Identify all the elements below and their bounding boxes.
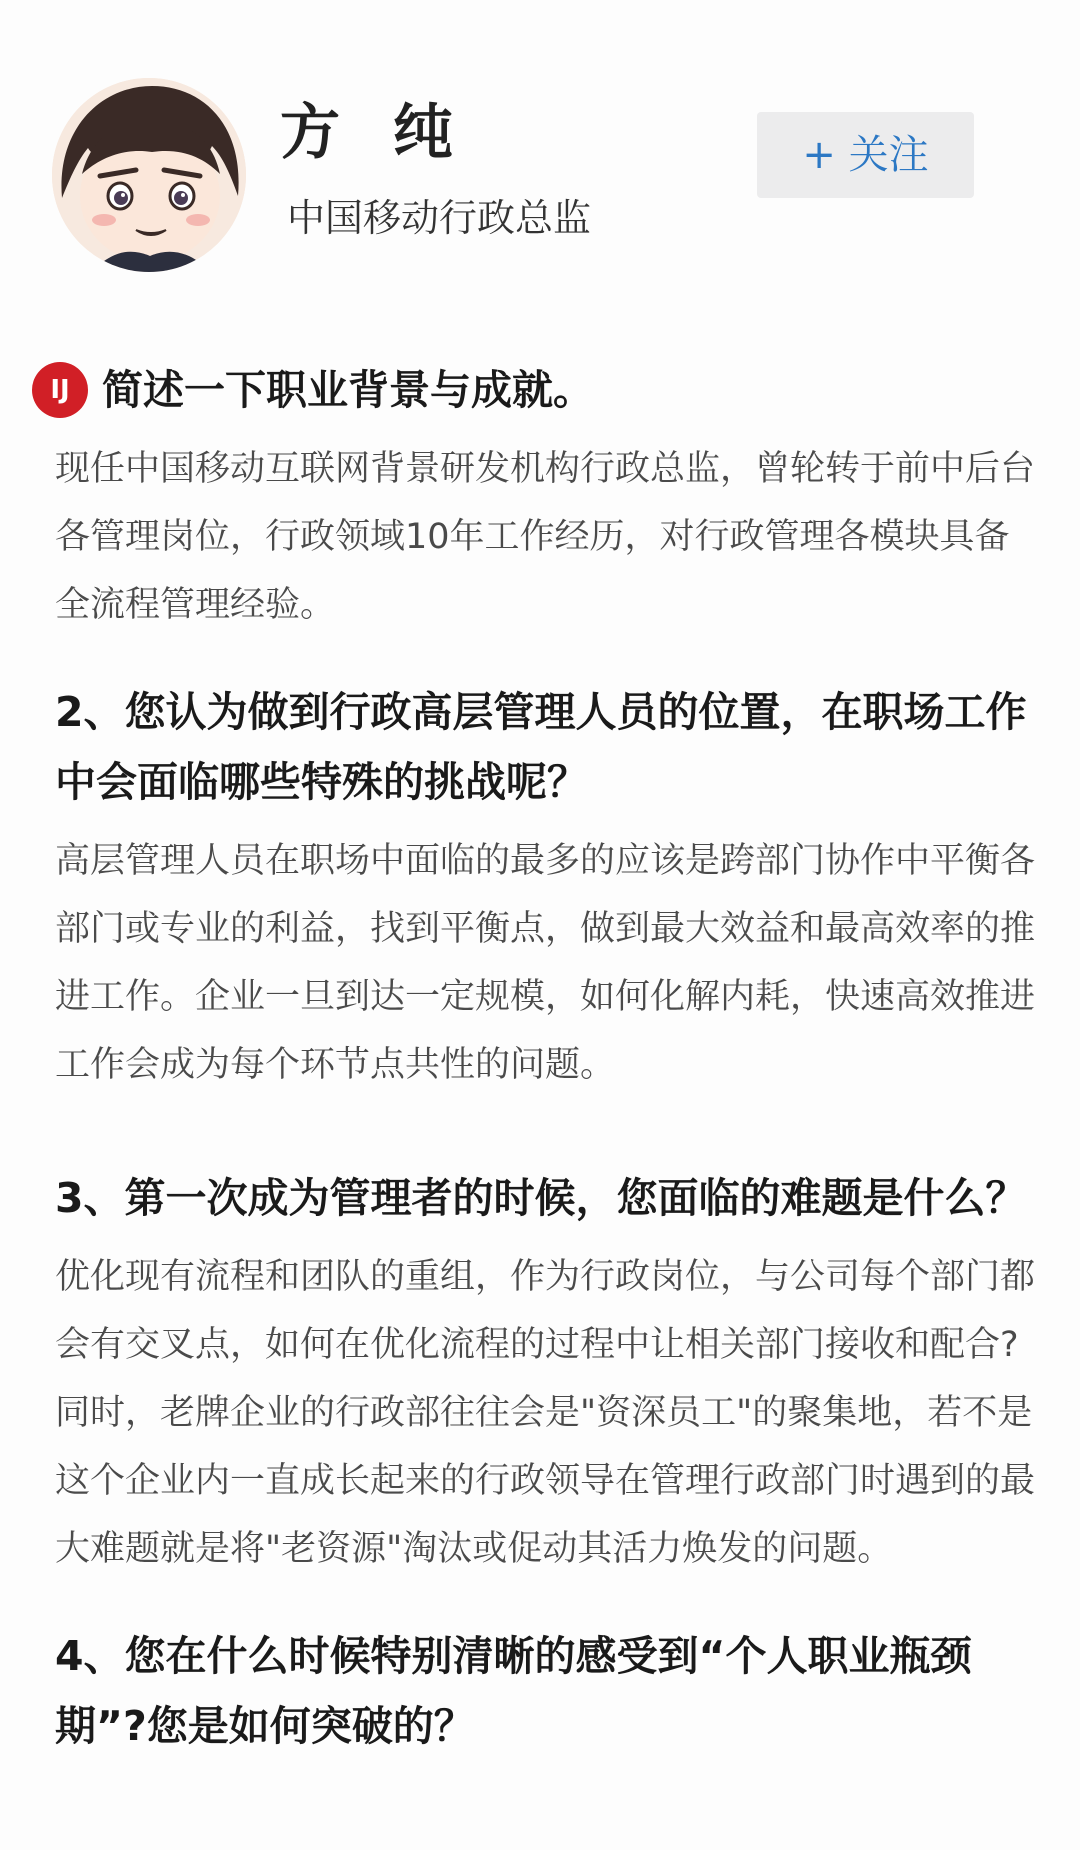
cartoon-avatar-icon xyxy=(52,78,246,272)
author-title: 中国移动行政总监 xyxy=(287,196,592,240)
uj-logo-icon: IJ xyxy=(32,362,88,418)
interview-content xyxy=(50,355,1040,1761)
author-profile xyxy=(0,0,1080,300)
answer-2: 高层管理人员在职场中面临的最多的应该是跨部门协作中平衡各部门或专业的利益，找到平衡点，做到最大效益和最高效率的推进工作。企业一旦到达一定规模，如何化解内耗，快速高效推进工作会成为每个环节点共性的问题。 xyxy=(55,841,1036,1085)
question-text: 简述一下职业背景与成就。 xyxy=(102,366,594,414)
question-4: 4、您在什么时候特别清晰的感受到“个人职业瓶颈期”?您是如何突破的？ xyxy=(55,1632,972,1750)
answer-3: 优化现有流程和团队的重组，作为行政岗位，与公司每个部门都会有交叉点，如何在优化流程的过程中让相关部门接收和配合?同时，老牌企业的行政部往往会是"资深员工"的聚集地，若不是这个企业内一直成长起来的行政领导在管理行政部门时遇到的最大难题就是将"老资源"淘汰或促动其活力焕发的问题。 xyxy=(55,1257,1036,1569)
question-2: 2、您认为做到行政高层管理人员的位置，在职场工作中会面临哪些特殊的挑战呢？ xyxy=(55,688,1027,806)
question-3: 3、第一次成为管理者的时候，您面临的难题是什么？ xyxy=(55,1174,1027,1222)
follow-button[interactable]: + 关注 xyxy=(757,112,974,198)
avatar[interactable] xyxy=(52,78,246,272)
author-name: 方 纯 xyxy=(280,98,469,168)
answer-1: 现任中国移动互联网背景研发机构行政总监，曾轮转于前中后台各管理岗位，行政领域10年工作经历，对行政管理各模块具备全流程管理经验。 xyxy=(55,449,1036,625)
question-1 xyxy=(32,355,1040,425)
